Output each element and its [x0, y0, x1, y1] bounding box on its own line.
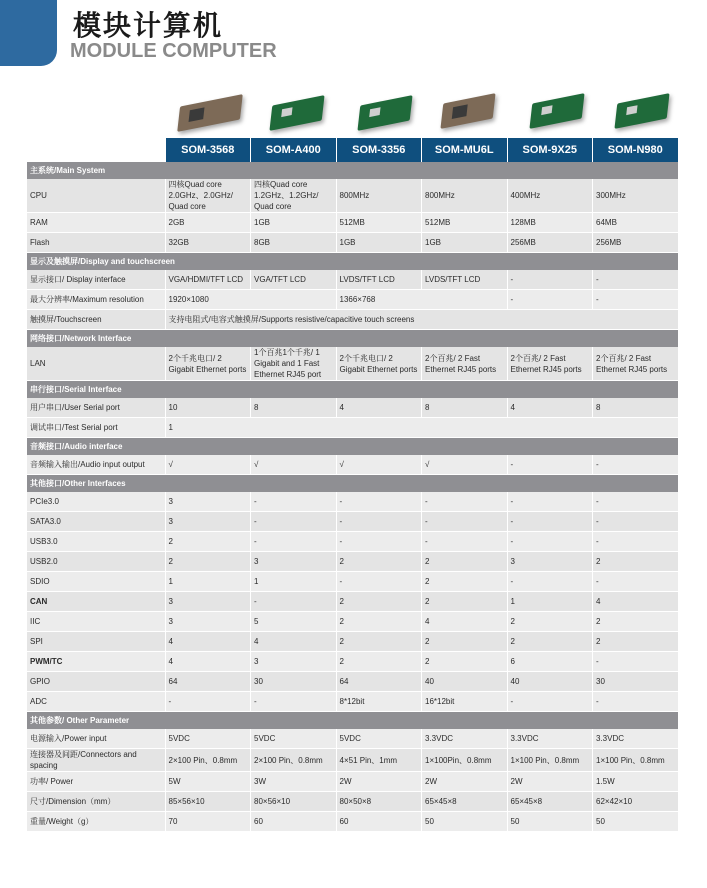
product-header-row — [27, 138, 678, 162]
table-row — [27, 552, 678, 572]
spec-cell: 3 — [251, 552, 337, 572]
spec-cell: 65×45×8 — [507, 792, 593, 812]
spec-cell: 2 — [336, 652, 422, 672]
spec-cell: 四核Quad core 1.2GHz、1.2GHz/ Quad core — [251, 179, 337, 213]
spec-cell: 6 — [507, 652, 593, 672]
spec-cell: 80×50×8 — [336, 792, 422, 812]
table-row — [27, 233, 678, 253]
spec-cell: - — [507, 512, 593, 532]
spec-cell: - — [336, 532, 422, 552]
product-header-som-3568: SOM-3568 — [165, 138, 251, 162]
spec-cell: 3 — [251, 652, 337, 672]
spec-cell: 3 — [165, 512, 251, 532]
product-header-som-3356: SOM-3356 — [336, 138, 422, 162]
spec-cell: 2GB — [165, 213, 251, 233]
spec-cell: 8*12bit — [336, 692, 422, 712]
spec-cell: 62×42×10 — [593, 792, 679, 812]
section-title: 网络接口/Network Interface — [27, 330, 678, 348]
page-subtitle: MODULE COMPUTER — [70, 40, 277, 62]
spec-cell: LVDS/TFT LCD — [336, 270, 422, 290]
table-row — [27, 398, 678, 418]
spec-cell: 1个百兆1个千兆/ 1 Gigabit and 1 Fast Ethernet RJ45 port — [251, 347, 337, 381]
spec-cell: 1GB — [251, 213, 337, 233]
section-title: 其他参数/ Other Parameter — [27, 712, 678, 730]
product-image-som-9x25 — [529, 93, 584, 129]
spec-cell: 85×56×10 — [165, 792, 251, 812]
table-row — [27, 692, 678, 712]
spec-cell: 2个百兆/ 2 Fast Ethernet RJ45 ports — [422, 347, 508, 381]
row-label: USB2.0 — [27, 552, 165, 572]
spec-cell: 2个百兆/ 2 Fast Ethernet RJ45 ports — [507, 347, 593, 381]
spec-cell: 256MB — [507, 233, 593, 253]
spec-cell: 512MB — [422, 213, 508, 233]
spec-cell: 2 — [422, 572, 508, 592]
spec-cell: - — [593, 492, 679, 512]
row-label: 用户串口/User Serial port — [27, 398, 165, 418]
spec-cell: 2 — [507, 612, 593, 632]
spec-cell: 2 — [336, 612, 422, 632]
spec-cell: 3.3VDC — [593, 729, 679, 749]
spec-cell: 64 — [165, 672, 251, 692]
spec-cell: 2个千兆电口/ 2 Gigabit Ethernet ports — [165, 347, 251, 381]
section-title: 其他接口/Other Interfaces — [27, 475, 678, 493]
spec-cell: 3 — [507, 552, 593, 572]
spec-cell: 60 — [336, 812, 422, 832]
table-row — [27, 772, 678, 792]
spec-cell: - — [507, 692, 593, 712]
section-header-row — [27, 438, 678, 456]
row-label: SPI — [27, 632, 165, 652]
section-header-row — [27, 253, 678, 271]
spec-cell: 4 — [422, 612, 508, 632]
spec-cell: 2 — [422, 592, 508, 612]
spec-cell: 300MHz — [593, 179, 679, 213]
spec-cell: 2 — [165, 532, 251, 552]
table-row — [27, 672, 678, 692]
spec-cell: 512MB — [336, 213, 422, 233]
spec-cell: 3 — [165, 612, 251, 632]
spec-cell: 4 — [251, 632, 337, 652]
spec-cell: 3.3VDC — [422, 729, 508, 749]
product-image-som-3568 — [177, 94, 243, 132]
spec-cell: - — [336, 572, 422, 592]
section-header-row — [27, 162, 678, 179]
spec-cell: 2W — [507, 772, 593, 792]
section-header-row — [27, 330, 678, 348]
spec-cell: 64MB — [593, 213, 679, 233]
spec-cell: - — [251, 692, 337, 712]
spec-cell: 2 — [336, 552, 422, 572]
spec-cell: - — [507, 290, 593, 310]
spec-cell: 2 — [165, 552, 251, 572]
header-blank-cell — [27, 138, 165, 162]
spec-cell: - — [251, 492, 337, 512]
spec-cell: 2×100 Pin、0.8mm — [165, 749, 251, 772]
table-row — [27, 729, 678, 749]
spec-cell: - — [251, 512, 337, 532]
spec-cell: - — [422, 492, 508, 512]
spec-cell: - — [507, 455, 593, 475]
spec-cell: 4 — [165, 652, 251, 672]
spec-cell: 2 — [593, 632, 679, 652]
section-header-row — [27, 475, 678, 493]
row-label: CAN — [27, 592, 165, 612]
spec-cell: 2个百兆/ 2 Fast Ethernet RJ45 ports — [593, 347, 679, 381]
spec-cell: 1.5W — [593, 772, 679, 792]
product-header-som-a400: SOM-A400 — [251, 138, 337, 162]
row-label: 连接器及间距/Connectors and spacing — [27, 749, 165, 772]
spec-cell: 1366×768 — [336, 290, 507, 310]
table-row — [27, 310, 678, 330]
product-image-som-n980 — [614, 93, 669, 129]
spec-cell: 1920×1080 — [165, 290, 336, 310]
spec-cell: 1GB — [422, 233, 508, 253]
spec-cell: - — [507, 492, 593, 512]
spec-cell: 4×51 Pin、1mm — [336, 749, 422, 772]
table-row — [27, 347, 678, 381]
row-label: 显示接口/ Display interface — [27, 270, 165, 290]
row-label: PWM/TC — [27, 652, 165, 672]
spec-cell: 5VDC — [165, 729, 251, 749]
table-row — [27, 749, 678, 772]
section-title: 音频接口/Audio interface — [27, 438, 678, 456]
spec-cell: 256MB — [593, 233, 679, 253]
product-image-som-3356 — [357, 95, 412, 131]
table-row — [27, 572, 678, 592]
spec-cell: - — [593, 455, 679, 475]
spec-cell: - — [593, 572, 679, 592]
section-title: 主系统/Main System — [27, 162, 678, 179]
corner-accent — [0, 0, 57, 66]
table-row — [27, 270, 678, 290]
spec-cell: 1×100Pin、0.8mm — [422, 749, 508, 772]
row-label: 电源输入/Power input — [27, 729, 165, 749]
spec-cell: 2W — [336, 772, 422, 792]
row-label: 调试串口/Test Serial port — [27, 418, 165, 438]
spec-cell: 3 — [165, 592, 251, 612]
spec-cell: 8 — [593, 398, 679, 418]
spec-cell: 2×100 Pin、0.8mm — [251, 749, 337, 772]
table-row — [27, 632, 678, 652]
row-label: SDIO — [27, 572, 165, 592]
row-label: USB3.0 — [27, 532, 165, 552]
spec-cell: 30 — [593, 672, 679, 692]
table-row — [27, 612, 678, 632]
spec-cell: 1×100 Pin、0.8mm — [507, 749, 593, 772]
spec-cell: 128MB — [507, 213, 593, 233]
table-row — [27, 418, 678, 438]
spec-cell: 1 — [251, 572, 337, 592]
product-image-som-mu6l — [440, 93, 495, 129]
spec-cell: √ — [336, 455, 422, 475]
spec-cell: 2个千兆电口/ 2 Gigabit Ethernet ports — [336, 347, 422, 381]
spec-cell: LVDS/TFT LCD — [422, 270, 508, 290]
spec-cell: - — [593, 652, 679, 672]
spec-cell: 400MHz — [507, 179, 593, 213]
spec-cell: 2 — [593, 612, 679, 632]
table-row — [27, 532, 678, 552]
spec-cell: 50 — [593, 812, 679, 832]
spec-cell: 2 — [336, 592, 422, 612]
row-label: SATA3.0 — [27, 512, 165, 532]
spec-cell: - — [165, 692, 251, 712]
spec-cell: 800MHz — [336, 179, 422, 213]
row-label: 音频输入输出/Audio input output — [27, 455, 165, 475]
spec-cell: 1 — [165, 572, 251, 592]
spec-cell: 40 — [507, 672, 593, 692]
table-row — [27, 179, 678, 213]
section-header-row — [27, 712, 678, 730]
section-header-row — [27, 381, 678, 399]
spec-cell: 3.3VDC — [507, 729, 593, 749]
spec-table — [27, 138, 679, 832]
table-row — [27, 492, 678, 512]
table-row — [27, 512, 678, 532]
product-header-som-mu6l: SOM-MU6L — [422, 138, 508, 162]
spec-cell: - — [507, 270, 593, 290]
spec-cell: 1 — [165, 418, 678, 438]
spec-cell: - — [593, 512, 679, 532]
spec-cell: 支持电阻式/电容式触摸屏/Supports resistive/capacitive touch screens — [165, 310, 678, 330]
spec-cell: 4 — [593, 592, 679, 612]
spec-cell: VGA/TFT LCD — [251, 270, 337, 290]
spec-cell: - — [593, 692, 679, 712]
row-label: 触摸屏/Touchscreen — [27, 310, 165, 330]
row-label: Flash — [27, 233, 165, 253]
spec-cell: VGA/HDMI/TFT LCD — [165, 270, 251, 290]
spec-cell: - — [251, 592, 337, 612]
table-row — [27, 592, 678, 612]
spec-cell: 5VDC — [251, 729, 337, 749]
spec-cell: 2W — [422, 772, 508, 792]
spec-cell: - — [507, 572, 593, 592]
spec-cell: 2 — [336, 632, 422, 652]
spec-cell: 5 — [251, 612, 337, 632]
spec-cell: 65×45×8 — [422, 792, 508, 812]
row-label: 最大分辨率/Maximum resolution — [27, 290, 165, 310]
spec-cell: 四核Quad core 2.0GHz、2.0GHz/ Quad core — [165, 179, 251, 213]
spec-cell: 2 — [422, 552, 508, 572]
spec-cell: - — [251, 532, 337, 552]
spec-cell: 70 — [165, 812, 251, 832]
row-label: 功率/ Power — [27, 772, 165, 792]
spec-cell: - — [593, 290, 679, 310]
spec-table-body — [27, 162, 678, 832]
spec-cell: √ — [251, 455, 337, 475]
spec-cell: 2 — [422, 652, 508, 672]
spec-cell: 60 — [251, 812, 337, 832]
spec-cell: 50 — [507, 812, 593, 832]
spec-cell: 1×100 Pin、0.8mm — [593, 749, 679, 772]
row-label: 尺寸/Dimension（mm） — [27, 792, 165, 812]
spec-cell: - — [593, 532, 679, 552]
page-title: 模块计算机 — [73, 9, 224, 42]
spec-cell: 80×56×10 — [251, 792, 337, 812]
product-header-som-n980: SOM-N980 — [593, 138, 679, 162]
spec-cell: 4 — [336, 398, 422, 418]
spec-cell: - — [422, 532, 508, 552]
spec-cell: 2 — [593, 552, 679, 572]
table-row — [27, 213, 678, 233]
spec-cell: 50 — [422, 812, 508, 832]
spec-cell: 40 — [422, 672, 508, 692]
spec-cell: - — [336, 512, 422, 532]
row-label: CPU — [27, 179, 165, 213]
spec-cell: 2 — [507, 632, 593, 652]
spec-cell: 3W — [251, 772, 337, 792]
table-row — [27, 792, 678, 812]
spec-cell: - — [336, 492, 422, 512]
row-label: ADC — [27, 692, 165, 712]
product-image-som-a400 — [269, 95, 324, 131]
spec-cell: 1GB — [336, 233, 422, 253]
spec-cell: √ — [165, 455, 251, 475]
product-header-som-9x25: SOM-9X25 — [507, 138, 593, 162]
spec-cell: 2 — [422, 632, 508, 652]
spec-cell: 800MHz — [422, 179, 508, 213]
row-label: IIC — [27, 612, 165, 632]
row-label: GPIO — [27, 672, 165, 692]
spec-cell: 64 — [336, 672, 422, 692]
section-title: 串行接口/Serial Interface — [27, 381, 678, 399]
spec-cell: 8 — [251, 398, 337, 418]
spec-cell: - — [593, 270, 679, 290]
table-row — [27, 812, 678, 832]
spec-cell: 5VDC — [336, 729, 422, 749]
spec-cell: 8 — [422, 398, 508, 418]
table-row — [27, 290, 678, 310]
spec-cell: √ — [422, 455, 508, 475]
row-label: 重量/Weight（g） — [27, 812, 165, 832]
spec-cell: 4 — [507, 398, 593, 418]
row-label: LAN — [27, 347, 165, 381]
spec-cell: - — [507, 532, 593, 552]
spec-cell: 30 — [251, 672, 337, 692]
table-row — [27, 652, 678, 672]
spec-cell: 4 — [165, 632, 251, 652]
row-label: RAM — [27, 213, 165, 233]
spec-cell: 16*12bit — [422, 692, 508, 712]
section-title: 显示及触摸屏/Display and touchscreen — [27, 253, 678, 271]
spec-cell: 3 — [165, 492, 251, 512]
spec-cell: 5W — [165, 772, 251, 792]
spec-cell: 10 — [165, 398, 251, 418]
spec-cell: 32GB — [165, 233, 251, 253]
table-row — [27, 455, 678, 475]
spec-cell: 1 — [507, 592, 593, 612]
spec-cell: - — [422, 512, 508, 532]
spec-cell: 8GB — [251, 233, 337, 253]
row-label: PCIe3.0 — [27, 492, 165, 512]
